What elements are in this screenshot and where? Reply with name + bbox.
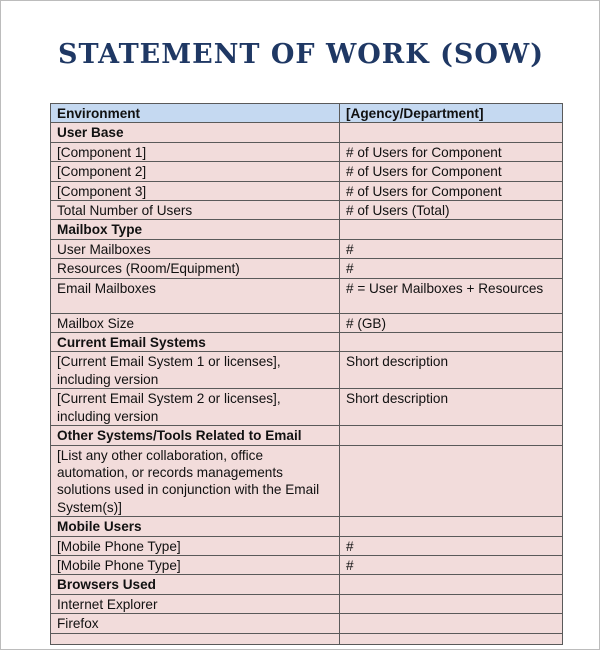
value-cell: # of Users for Component — [340, 181, 563, 200]
environment-cell: [Mobile Phone Type] — [51, 555, 340, 574]
value-cell: # of Users for Component — [340, 142, 563, 161]
section-label-cell: Browsers Used — [51, 575, 340, 594]
header-agency-department: [Agency/Department] — [340, 104, 563, 123]
value-cell — [340, 426, 563, 445]
value-cell — [340, 123, 563, 142]
value-cell — [340, 594, 563, 613]
value-cell — [340, 220, 563, 239]
table-section-row — [51, 333, 563, 352]
value-cell — [340, 633, 563, 644]
value-cell: # of Users (Total) — [340, 201, 563, 220]
value-cell: # — [340, 536, 563, 555]
table-row — [51, 259, 563, 278]
value-cell: Short description — [340, 389, 563, 426]
table-row — [51, 389, 563, 426]
table-row — [51, 352, 563, 389]
value-cell: # (GB) — [340, 313, 563, 332]
environment-cell: Mailbox Size — [51, 313, 340, 332]
environment-cell: Firefox — [51, 614, 340, 633]
value-cell: # — [340, 259, 563, 278]
environment-cell: User Mailboxes — [51, 239, 340, 258]
section-label-cell: Other Systems/Tools Related to Email — [51, 426, 340, 445]
environment-cell: [Current Email System 2 or licenses], including version — [51, 389, 340, 426]
table-row — [51, 313, 563, 332]
sow-table — [50, 103, 563, 645]
table-row — [51, 536, 563, 555]
value-cell — [340, 575, 563, 594]
table-row — [51, 594, 563, 613]
value-cell — [340, 517, 563, 536]
environment-cell: [Component 1] — [51, 142, 340, 161]
table-row — [51, 614, 563, 633]
environment-cell: Email Mailboxes — [51, 278, 340, 313]
environment-cell: Total Number of Users — [51, 201, 340, 220]
section-label-cell: Current Email Systems — [51, 333, 340, 352]
table-row — [51, 239, 563, 258]
value-cell: Short description — [340, 352, 563, 389]
table-section-row — [51, 517, 563, 536]
header-environment: Environment — [51, 104, 340, 123]
table-section-row — [51, 123, 563, 142]
value-cell — [340, 445, 563, 517]
table-row — [51, 555, 563, 574]
table-row — [51, 142, 563, 161]
table-row — [51, 278, 563, 313]
value-cell — [340, 333, 563, 352]
section-label-cell: Mailbox Type — [51, 220, 340, 239]
environment-cell: [Component 3] — [51, 181, 340, 200]
table-row — [51, 162, 563, 181]
environment-cell: [Mobile Phone Type] — [51, 536, 340, 555]
section-label-cell: User Base — [51, 123, 340, 142]
table-section-row — [51, 220, 563, 239]
environment-cell: [Component 2] — [51, 162, 340, 181]
environment-cell: Internet Explorer — [51, 594, 340, 613]
table-body — [51, 123, 563, 644]
table-row — [51, 445, 563, 517]
table-section-row — [51, 575, 563, 594]
environment-cell: [Current Email System 1 or licenses], including version — [51, 352, 340, 389]
table-section-row — [51, 426, 563, 445]
value-cell: # — [340, 239, 563, 258]
table-row — [51, 181, 563, 200]
environment-cell: Resources (Room/Equipment) — [51, 259, 340, 278]
table-row — [51, 633, 563, 644]
document-title: STATEMENT OF WORK (SOW) — [57, 39, 545, 70]
value-cell: # — [340, 555, 563, 574]
table-row — [51, 201, 563, 220]
table-header-row — [51, 104, 563, 123]
value-cell: # = User Mailboxes + Resources — [340, 278, 563, 313]
value-cell: # of Users for Component — [340, 162, 563, 181]
environment-cell — [51, 633, 340, 644]
section-label-cell: Mobile Users — [51, 517, 340, 536]
value-cell — [340, 614, 563, 633]
environment-cell: [List any other collaboration, office automation, or records managements solutions used in conjunction with the Email System(s)] — [51, 445, 340, 517]
